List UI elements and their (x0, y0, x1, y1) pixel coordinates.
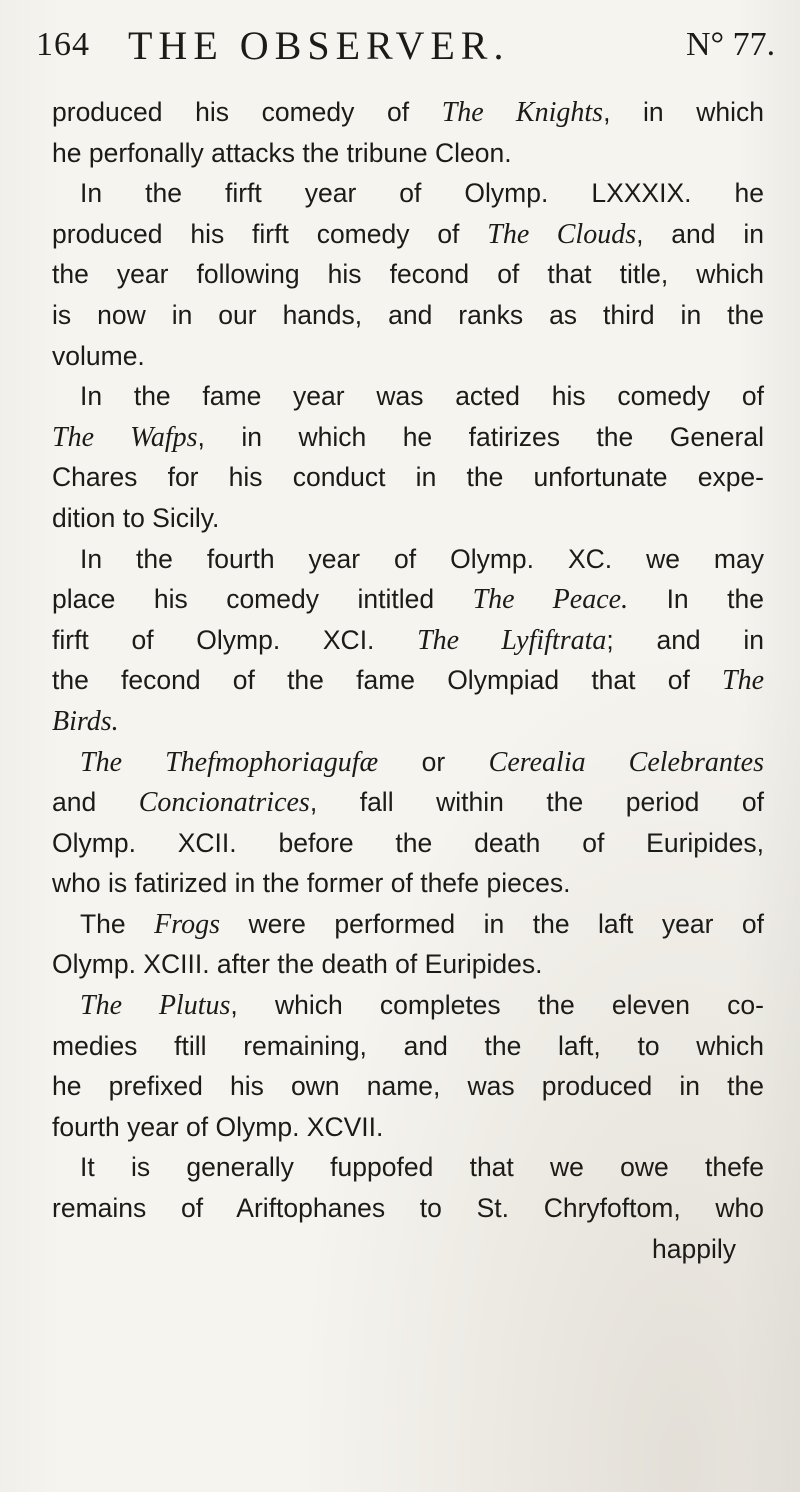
text-segment: Olymp. XCIII. after the death of Euripides. (52, 949, 543, 980)
text-segment: he prefixed his own name, was produced in the (52, 1071, 764, 1102)
text-segment: It is generally fuppofed that we owe thefe (80, 1152, 764, 1183)
italic-text: The Plutus (80, 990, 231, 1022)
text-segment: In the firft year of Olymp. LXXXIX. he (80, 178, 764, 209)
text-segment: is now in our hands, and ranks as third in the (52, 299, 764, 330)
text-segment: produced his firft comedy of (52, 218, 488, 249)
text-segment: he perfonally attacks the tribune Cleon. (52, 137, 512, 168)
italic-text: Cerealia Celebrantes (488, 746, 764, 778)
text-segment: In the (628, 584, 764, 615)
text-line (52, 1229, 764, 1270)
text-segment: and (52, 787, 139, 818)
text-segment: remains of Ariftophanes to St. Chryfoftom, who (52, 1193, 764, 1224)
text-segment: the fecond of the fame Olympiad that of (52, 665, 722, 696)
text-segment: ; and in (606, 624, 764, 655)
text-segment: In the fourth year of Olymp. XC. we may (80, 543, 764, 574)
text-line (52, 295, 764, 336)
text-line (52, 1066, 764, 1107)
text-line (52, 579, 764, 620)
text-segment: happily (652, 1233, 736, 1264)
text-line (52, 1188, 764, 1229)
italic-text: Concionatrices (138, 787, 310, 819)
text-line (52, 92, 764, 133)
text-segment: produced his comedy of (52, 97, 442, 127)
text-segment: , in which he fatirizes the General (197, 421, 764, 452)
text-segment: Chares for his conduct in the unfortunate expe- (52, 462, 764, 493)
italic-text: The Thefmophoriagufæ (80, 746, 379, 778)
text-line (52, 944, 764, 985)
text-segment: the year following his fecond of that title, which (52, 259, 764, 290)
text-segment: or (378, 746, 489, 777)
body-text (52, 92, 764, 1269)
page-number: 164 (36, 26, 90, 63)
text-segment: who is fatirized in the former of thefe pieces. (52, 868, 571, 899)
italic-text: The (722, 665, 764, 697)
text-segment: , which completes the eleven co- (230, 990, 764, 1021)
text-line (52, 985, 764, 1026)
text-line (52, 863, 764, 904)
issue-number: N° 77. (686, 26, 776, 63)
text-line (52, 1026, 764, 1067)
text-line (52, 173, 764, 214)
text-line (52, 782, 764, 823)
text-line (52, 1147, 764, 1188)
text-line (52, 1107, 764, 1148)
text-segment: medies ftill remaining, and the laft, to which (52, 1030, 764, 1061)
text-line (52, 376, 764, 417)
text-line (52, 660, 764, 701)
text-line (52, 417, 764, 458)
italic-text: Birds. (52, 705, 119, 737)
text-segment: , in which (603, 97, 765, 127)
text-segment: , and in (636, 218, 764, 249)
text-segment: , fall within the period of (309, 787, 765, 818)
text-line (52, 742, 764, 783)
text-line (52, 336, 764, 377)
text-line (52, 904, 764, 945)
italic-text: The Peace. (472, 584, 629, 616)
text-line (52, 133, 764, 174)
italic-text: Frogs (154, 908, 220, 940)
text-line (52, 620, 764, 661)
text-segment: In the fame year was acted his comedy of (80, 381, 764, 412)
text-segment: place his comedy intitled (52, 584, 473, 615)
italic-text: The Knights (441, 97, 604, 128)
text-line (52, 701, 764, 742)
text-line (52, 539, 764, 580)
text-segment: fourth year of Olymp. XCVII. (52, 1111, 384, 1142)
running-title: THE OBSERVER. (128, 23, 510, 68)
text-segment: were performed in the laft year of (220, 908, 764, 939)
text-segment: volume. (52, 340, 145, 371)
text-segment: firft of Olymp. XCI. (52, 624, 418, 655)
text-line (52, 254, 764, 295)
text-line (52, 214, 764, 255)
page-header (36, 20, 776, 80)
text-segment: The (80, 908, 155, 939)
text-line (52, 823, 764, 864)
text-segment: dition to Sicily. (52, 502, 220, 533)
text-segment: Olymp. XCII. before the death of Euripides, (52, 827, 764, 858)
italic-text: The Clouds (487, 218, 637, 250)
italic-text: The Lyfiftrata (417, 624, 607, 656)
text-line (52, 457, 764, 498)
text-line (52, 498, 764, 539)
italic-text: The Wafps (52, 421, 198, 453)
